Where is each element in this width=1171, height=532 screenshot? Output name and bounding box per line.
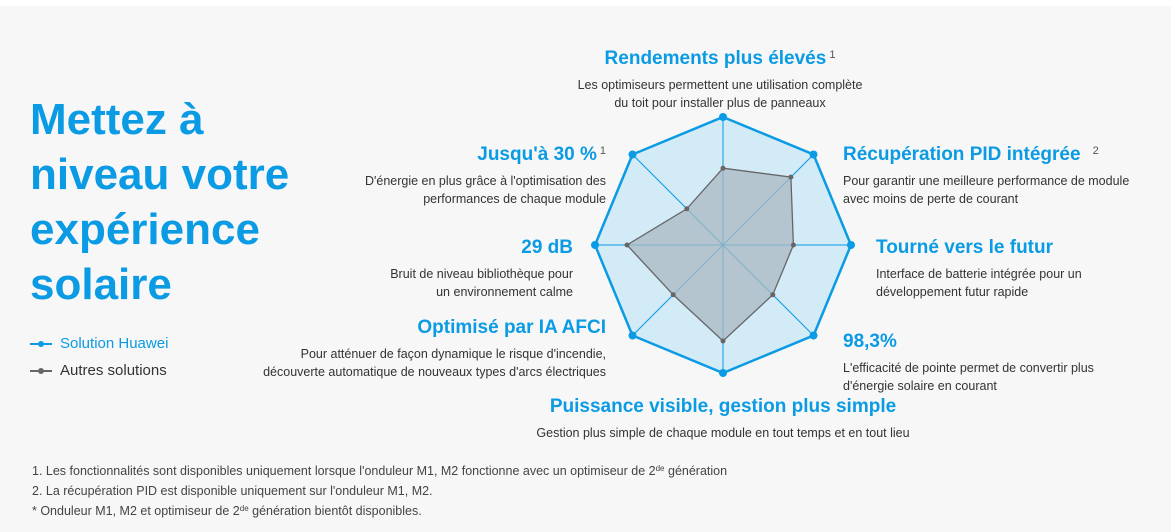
headline-line-4: solaire xyxy=(30,260,172,309)
footnote-3-sup: de xyxy=(239,504,249,513)
others-point-top xyxy=(721,166,726,171)
feature-bottom-left-desc xyxy=(230,345,606,381)
feature-top-left-desc xyxy=(330,172,606,208)
feature-bottom-right-title: 98,3% xyxy=(843,331,897,352)
feature-top-right-title-text: Récupération PID intégrée xyxy=(843,144,1081,165)
feature-bottom-title: Puissance visible, gestion plus simple xyxy=(549,396,897,417)
footnote-3 xyxy=(32,501,727,521)
feature-left-desc-2: un environnement calme xyxy=(436,285,573,299)
feature-bottom xyxy=(500,395,946,442)
feature-bottom-right-desc-1: L'efficacité de pointe permet de convertir plus xyxy=(843,361,1094,375)
feature-left-desc-1: Bruit de niveau bibliothèque pour xyxy=(390,267,573,281)
feature-top xyxy=(560,47,880,112)
footnote-2: 2. La récupération PID est disponible uniquement sur l'onduleur M1, M2. xyxy=(32,484,433,498)
feature-top-title-text: Rendements plus élevés xyxy=(604,48,827,69)
feature-top-right-desc-2: avec moins de perte de courant xyxy=(843,192,1019,206)
feature-top-left-desc-1: D'énergie en plus grâce à l'optimisation des xyxy=(364,174,606,188)
feature-top-right xyxy=(843,143,1133,208)
huawei-point-bottom xyxy=(719,369,727,377)
footnote-1-text: 1. Les fonctionnalités sont disponibles uniquement lorsque l'onduleur M1, M2 fonctionne avec un optimiseur de 2 xyxy=(32,464,656,478)
feature-top-right-title xyxy=(843,143,1133,167)
feature-top-desc-1: Les optimiseurs permettent une utilisation complète xyxy=(577,78,863,92)
feature-top-right-desc-1: Pour garantir une meilleure performance de module xyxy=(843,174,1130,188)
footnote-1-end: génération xyxy=(664,464,728,478)
feature-right-desc-1: Interface de batterie intégrée pour un xyxy=(876,267,1082,281)
feature-top-left-title-text: Jusqu'à 30 % xyxy=(477,144,597,165)
footnotes xyxy=(32,461,727,521)
feature-top-left-note: 1 xyxy=(599,145,606,157)
huawei-point-top-right xyxy=(810,150,818,158)
headline-line-3: expérience xyxy=(30,205,260,254)
feature-bottom-left-desc-1: Pour atténuer de façon dynamique le risque d'incendie, xyxy=(300,347,606,361)
others-point-bottom-left xyxy=(671,292,676,297)
feature-left-title: 29 dB xyxy=(521,237,573,258)
huawei-point-bottom-right xyxy=(810,332,818,340)
feature-top-right-desc xyxy=(843,172,1133,208)
legend-label-others: Autres solutions xyxy=(60,362,167,379)
others-point-top-right xyxy=(788,175,793,180)
others-point-left xyxy=(625,243,630,248)
feature-bottom-right-desc-2: d'énergie solaire en courant xyxy=(843,379,997,393)
legend-label-huawei: Solution Huawei xyxy=(60,335,169,352)
huawei-point-top xyxy=(719,113,727,121)
footnote-3-text: * Onduleur M1, M2 et optimiseur de 2 xyxy=(32,504,240,518)
feature-bottom-left-desc-2: découverte automatique de nouveaux types d'arcs électriques xyxy=(263,365,606,379)
feature-bottom-left-title: Optimisé par IA AFCI xyxy=(417,317,606,338)
feature-top-right-note: 2 xyxy=(1092,145,1099,157)
feature-top-left xyxy=(330,143,606,208)
feature-left-desc xyxy=(330,265,573,301)
feature-right xyxy=(876,236,1136,301)
huawei-point-right xyxy=(847,241,855,249)
feature-top-title xyxy=(560,47,880,71)
feature-right-title: Tourné vers le futur xyxy=(876,237,1054,258)
feature-top-note: 1 xyxy=(829,49,836,61)
feature-top-desc xyxy=(560,76,880,112)
feature-bottom-desc: Gestion plus simple de chaque module en tout temps et en tout lieu xyxy=(536,426,910,440)
feature-bottom-right-desc xyxy=(843,359,1133,395)
footnote-1 xyxy=(32,461,727,481)
feature-right-desc xyxy=(876,265,1136,301)
feature-top-left-title xyxy=(330,143,606,167)
others-point-right xyxy=(791,243,796,248)
footnote-1-sup: de xyxy=(655,464,665,473)
others-point-bottom-right xyxy=(770,292,775,297)
feature-right-desc-2: développement futur rapide xyxy=(876,285,1029,299)
feature-top-left-desc-2: performances de chaque module xyxy=(423,192,606,206)
headline-line-2: niveau votre xyxy=(30,150,290,199)
feature-top-desc-2: du toit pour installer plus de panneaux xyxy=(614,96,826,110)
huawei-point-top-left xyxy=(628,150,636,158)
footnote-3-end: génération bientôt disponibles. xyxy=(248,504,422,518)
feature-left xyxy=(330,236,573,301)
others-point-top-left xyxy=(684,206,689,211)
others-point-bottom xyxy=(721,339,726,344)
feature-bottom-right xyxy=(843,330,1133,395)
feature-bottom-left xyxy=(230,316,606,381)
headline-line-1: Mettez à xyxy=(30,95,204,144)
huawei-point-left xyxy=(591,241,599,249)
huawei-point-bottom-left xyxy=(628,332,636,340)
